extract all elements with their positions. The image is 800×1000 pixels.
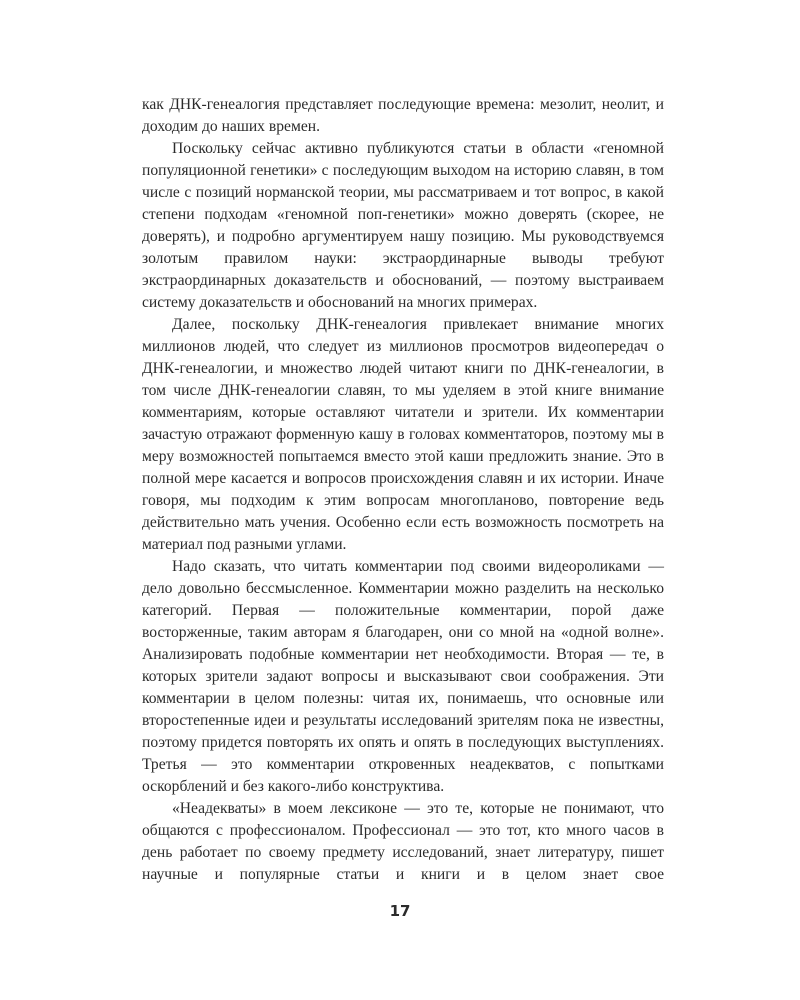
- page-number: 17: [389, 902, 411, 920]
- paragraph-4: Надо сказать, что читать комментарии под своими видеороликами — дело довольно бессмысленное. Комментарии можно разделить на несколько категорий. Первая — положительные комментарии, порой даже восторженные, таким авторам я благодарен, они со мной на «одной волне». Анализировать подобные комментарии нет необходимости. Вторая — те, в которых зрители задают вопросы и высказывают свои соображения. Эти комментарии в целом полезны: читая их, понимаешь, что основные или второстепенные идеи и результаты исследований зрителям пока не известны, поэтому придется повторять их опять и опять в последующих выступлениях. Третья — это комментарии откровенных неадекватов, с попытками оскорблений и без какого-либо конструктива.: [142, 558, 664, 795]
- paragraph-1: как ДНК-генеалогия представляет последующие времена: мезолит, неолит, и доходим до наших времен.: [142, 96, 664, 135]
- paragraph-2: Поскольку сейчас активно публикуются статьи в области «геномной популяционной генетики» с последующим выходом на историю славян, в том числе с позиций норманской теории, мы рассматриваем и тот вопрос, в какой степени подходам «геномной поп-генетики» можно доверять (скорее, не доверять), и подробно аргументируем нашу позицию. Мы руководствуемся золотым правилом науки: экстраординарные выводы требуют экстраординарных доказательств и обоснований, — поэтому выстраиваем систему доказательств и обоснований на многих примерах.: [142, 140, 664, 311]
- page-body: [142, 94, 664, 886]
- paragraph-3: Далее, поскольку ДНК-генеалогия привлекает внимание многих миллионов людей, что следует из миллионов просмотров видеопередач о ДНК-генеалогии, и множество людей читают книги по ДНК-генеалогии, в том числе ДНК-генеалогии славян, то мы уделяем в этой книге внимание комментариям, которые оставляют читатели и зрители. Их комментарии зачастую отражают форменную кашу в головах комментаторов, поэтому мы в меру возможностей попытаемся вместо этой каши предложить знание. Это в полной мере касается и вопросов происхождения славян и их истории. Иначе говоря, мы подходим к этим вопросам многопланово, повторение ведь действительно мать учения. Особенно если есть возможность посмотреть на материал под разными углами.: [142, 316, 664, 553]
- paragraph-5: «Неадекваты» в моем лексиконе — это те, которые не понимают, что общаются с профессионалом. Профессионал — это тот, кто много часов в день работает по своему предмету исследований, знает литературу, пишет научные и популярные статьи и книги и в целом знает свое: [142, 800, 664, 883]
